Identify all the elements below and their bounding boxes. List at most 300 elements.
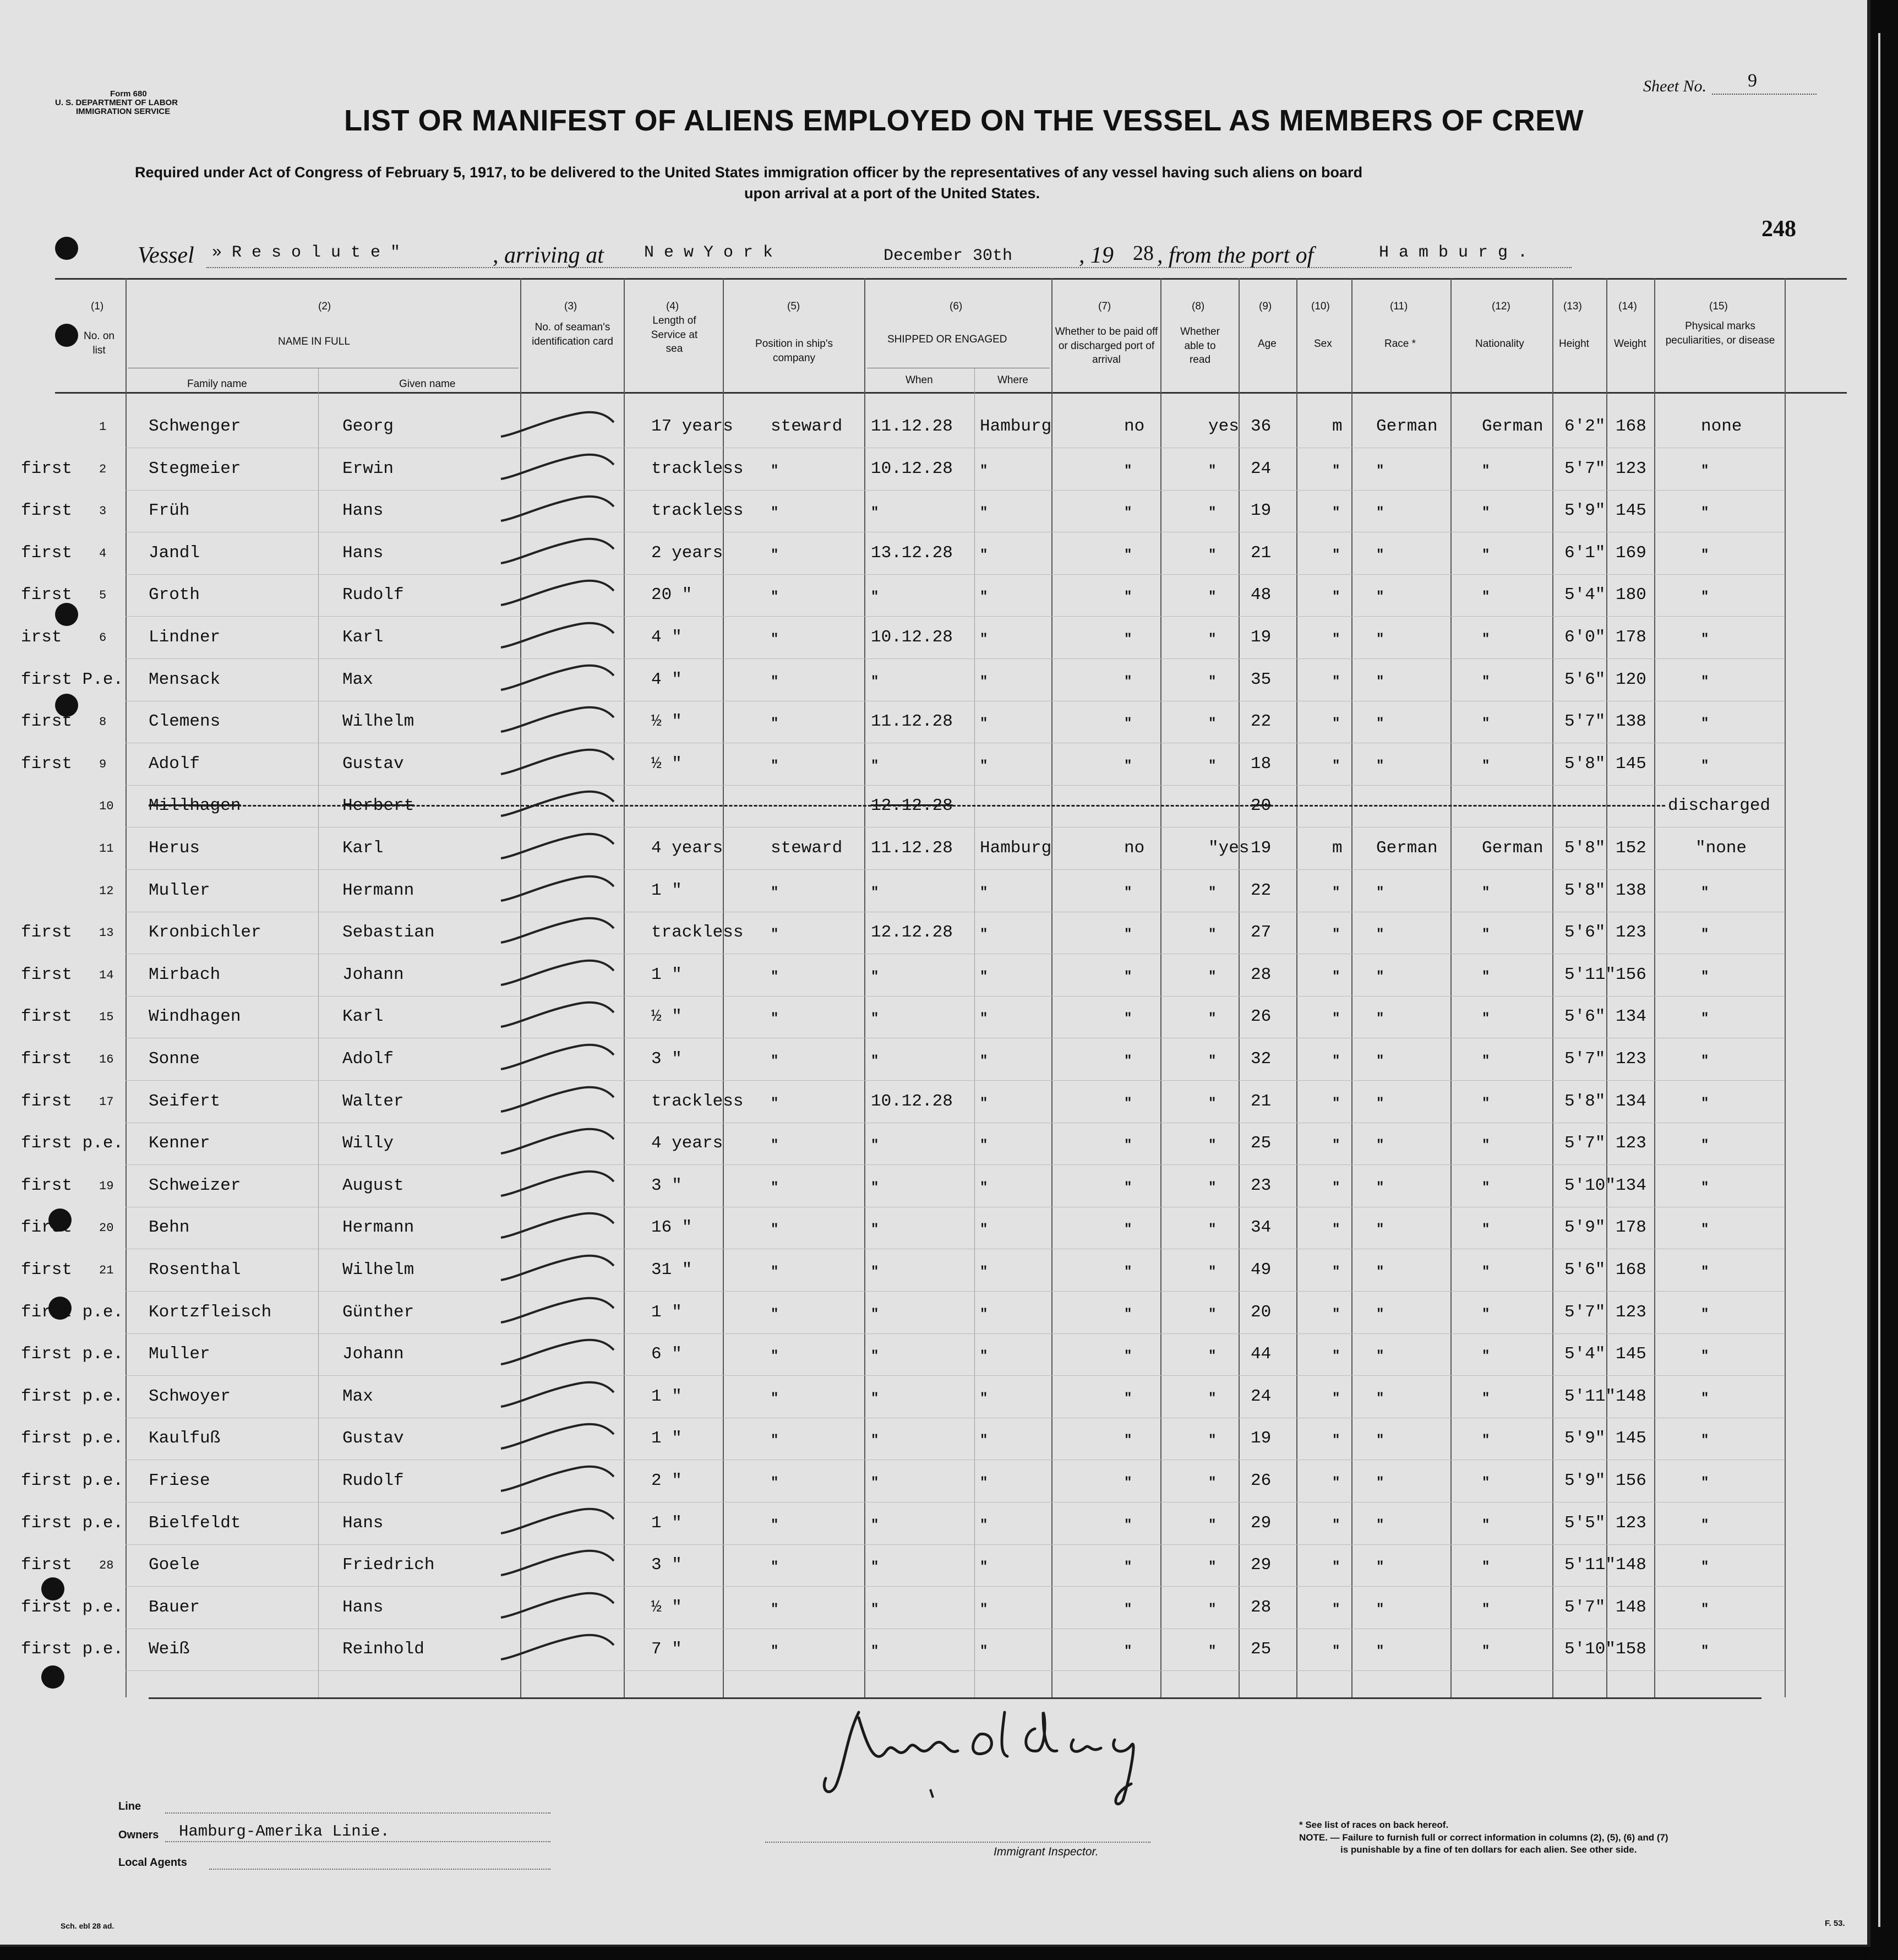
page-subtitle: Required under Act of Congress of February 5, 1917, to be delivered to the United States immigration officer by the representatives of any vessel having such aliens on board: [135, 164, 1363, 181]
cell-age: 27: [1251, 923, 1272, 943]
row-rule: [126, 1164, 1785, 1165]
cell-when: ": [871, 1180, 879, 1195]
cell-age: 22: [1251, 880, 1272, 900]
cell-read: ": [1208, 463, 1217, 478]
cell-read: ": [1208, 1180, 1217, 1195]
cell-height: 6'0": [1564, 628, 1606, 647]
col2-num: (2): [318, 301, 331, 312]
cell-when: ": [871, 758, 879, 774]
check-mark-icon: [495, 657, 622, 701]
cell-height: 6'1": [1564, 543, 1606, 563]
col3-header: No. of seaman's identification card: [532, 322, 613, 347]
cell-when: ": [871, 1265, 879, 1280]
owners-label: Owners: [118, 1829, 159, 1841]
cell-nat: ": [1482, 1306, 1490, 1322]
cell-no: 3: [99, 504, 107, 519]
cell-sex: ": [1332, 1560, 1340, 1575]
check-mark-icon: [495, 1289, 622, 1333]
cell-service: 20 ": [651, 585, 692, 605]
cell-read: ": [1208, 1560, 1217, 1575]
cell-when: ": [871, 1054, 879, 1069]
cell-sex: ": [1332, 463, 1340, 478]
cell-no: 21: [99, 1264, 114, 1277]
col10-header: Sex: [1314, 338, 1332, 350]
line-label: Line: [118, 1800, 141, 1812]
cell-no: 10: [99, 799, 114, 814]
cell-age: 49: [1251, 1260, 1272, 1280]
cell-marks: ": [1701, 1517, 1709, 1533]
cell-read: ": [1208, 632, 1217, 647]
check-mark-icon: [495, 741, 622, 785]
column-rule: [1654, 278, 1655, 1697]
cell-no: 2: [99, 462, 107, 476]
cell-nat: ": [1482, 1265, 1490, 1280]
cell-paid: ": [1124, 1644, 1132, 1659]
cell-read: ": [1208, 758, 1217, 774]
cell-family: Clemens: [149, 712, 221, 732]
check-mark-icon: [495, 910, 622, 954]
cell-where: ": [980, 1391, 988, 1406]
col2-family-header: Family name: [187, 378, 247, 390]
cell-margin: first P.e.: [21, 669, 124, 689]
cell-position: ": [771, 1560, 779, 1575]
cell-position: ": [771, 1306, 779, 1322]
cell-margin: first: [21, 1175, 73, 1195]
cell-where: ": [980, 885, 988, 900]
check-mark-icon: [495, 1626, 622, 1670]
column-rule-thin: [974, 368, 975, 1697]
penalty-note: NOTE. — Failure to furnish full or correct information in columns (2), (5), (6) and (7): [1299, 1832, 1668, 1843]
cell-position: ": [771, 590, 779, 605]
departure-port: H a m b u r g .: [1379, 243, 1528, 262]
col11-num: (11): [1390, 301, 1408, 312]
cell-sex: m: [1332, 839, 1343, 858]
cell-service: 16 ": [651, 1218, 692, 1238]
cell-marks: ": [1701, 969, 1709, 984]
cell-service: 17 years: [651, 417, 733, 436]
cell-paid: ": [1124, 463, 1132, 478]
cell-age: 20: [1251, 1302, 1272, 1322]
cell-margin: first: [21, 1049, 73, 1069]
col6-num: (6): [950, 301, 963, 312]
cell-margin: first p.e.: [21, 1640, 124, 1659]
check-mark-icon: [495, 994, 622, 1038]
cell-position: ": [771, 1054, 779, 1069]
cell-race: ": [1376, 632, 1384, 647]
cell-where: ": [980, 1138, 988, 1153]
penalty-note-2: is punishable by a fine of ten dollars for each alien. See other side.: [1340, 1844, 1637, 1855]
cell-margin: first p.e.: [21, 1471, 124, 1490]
check-mark-icon: [495, 488, 622, 532]
punch-hole: [41, 1665, 64, 1689]
punch-hole: [55, 324, 78, 347]
cell-height: 5'6": [1564, 1260, 1606, 1280]
cell-sex: ": [1332, 1517, 1340, 1533]
cell-given: Karl: [342, 628, 384, 647]
cell-position: ": [771, 1096, 779, 1111]
cell-when: ": [871, 1011, 879, 1027]
cell-height: 5'7": [1564, 1049, 1606, 1069]
line-underline: [165, 1812, 550, 1814]
check-mark-icon: [495, 1542, 622, 1586]
check-mark-icon: [495, 1036, 622, 1080]
cell-marks: ": [1701, 1011, 1709, 1027]
cell-marks: ": [1701, 463, 1709, 478]
cell-when: 11.12.28: [871, 839, 953, 858]
cell-read: ": [1208, 1096, 1217, 1111]
cell-marks: ": [1701, 1265, 1709, 1280]
form-reference: F. 53.: [1825, 1919, 1845, 1928]
check-mark-icon: [495, 1247, 622, 1291]
cell-race: ": [1376, 1476, 1384, 1490]
cell-nat: ": [1482, 1349, 1490, 1364]
cell-margin: first: [21, 543, 73, 563]
cell-where: ": [980, 1349, 988, 1364]
cell-position: ": [771, 969, 779, 984]
cell-marks: ": [1701, 1180, 1709, 1195]
page-title: LIST OR MANIFEST OF ALIENS EMPLOYED ON THE VESSEL AS MEMBERS OF CREW: [344, 104, 1584, 137]
check-mark-icon: [495, 1458, 622, 1502]
col13-num: (13): [1563, 301, 1582, 312]
col1-header: No. on list: [84, 330, 114, 356]
cell-sex: ": [1332, 1054, 1340, 1069]
cell-read: ": [1208, 1265, 1217, 1280]
department-label: U. S. DEPARTMENT OF LABOR: [55, 98, 178, 107]
check-mark-icon: [495, 952, 622, 996]
cell-nat: ": [1482, 1138, 1490, 1153]
cell-nat: ": [1482, 1391, 1490, 1406]
col6-when-header: When: [906, 374, 933, 386]
cell-race: ": [1376, 1517, 1384, 1533]
cell-marks: discharged: [1668, 796, 1771, 816]
cell-age: 20: [1251, 796, 1272, 816]
cell-marks: none: [1701, 417, 1742, 436]
cell-position: ": [771, 674, 779, 689]
row-rule: [126, 869, 1785, 870]
cell-margin: first p.e.: [21, 1429, 124, 1449]
cell-sex: ": [1332, 927, 1340, 943]
page-subtitle-2: upon arrival at a port of the United States.: [744, 185, 1040, 202]
cell-height: 5'9": [1564, 1471, 1606, 1490]
cell-age: 22: [1251, 712, 1272, 732]
cell-paid: ": [1124, 547, 1132, 563]
cell-where: ": [980, 758, 988, 774]
cell-paid: ": [1124, 1306, 1132, 1322]
cell-where: ": [980, 632, 988, 647]
check-mark-icon: [495, 1205, 622, 1249]
cell-marks: ": [1701, 590, 1709, 605]
cell-where: ": [980, 1054, 988, 1069]
cell-sex: ": [1332, 969, 1340, 984]
col14-num: (14): [1618, 301, 1637, 312]
cell-no: 8: [99, 715, 107, 729]
cell-age: 26: [1251, 1007, 1272, 1027]
cell-height: 5'7": [1564, 1134, 1606, 1153]
cell-marks: ": [1701, 758, 1709, 774]
cell-race: ": [1376, 1222, 1384, 1238]
check-mark-icon: [495, 572, 622, 616]
cell-age: 29: [1251, 1555, 1272, 1575]
col1-num: (1): [91, 301, 104, 312]
cell-given: Hermann: [342, 880, 414, 900]
cell-given: Herbert: [342, 796, 414, 816]
cell-read: ": [1208, 1517, 1217, 1533]
printer-mark: Sch. ebl 28 ad.: [61, 1921, 114, 1930]
year-prefix: , 19: [1079, 243, 1114, 268]
cell-margin: first p.e.: [21, 1134, 124, 1153]
inspector-underline: [765, 1842, 1150, 1843]
cell-family: Stegmeier: [149, 459, 241, 478]
cell-when: ": [871, 1306, 879, 1322]
column-rule: [1051, 278, 1052, 1697]
row-rule: [126, 490, 1785, 491]
column-rule: [1351, 278, 1352, 1697]
cell-age: 21: [1251, 543, 1272, 563]
cell-service: ½ ": [651, 754, 682, 774]
col6-where-header: Where: [997, 374, 1028, 386]
cell-margin: irst: [21, 628, 62, 647]
cell-position: ": [771, 1180, 779, 1195]
cell-no: 14: [99, 968, 114, 982]
cell-paid: ": [1124, 1054, 1132, 1069]
cell-when: ": [871, 1644, 879, 1659]
cell-age: 21: [1251, 1091, 1272, 1111]
vessel-name: » R e s o l u t e ": [212, 243, 401, 262]
cell-paid: ": [1124, 1476, 1132, 1490]
cell-nat: ": [1482, 463, 1490, 478]
cell-where: ": [980, 1011, 988, 1027]
cell-race: ": [1376, 1265, 1384, 1280]
row-rule: [126, 1670, 1785, 1671]
cell-read: ": [1208, 1222, 1217, 1238]
cell-position: steward: [771, 417, 843, 436]
column-rule: [723, 278, 724, 1697]
local-agents-label: Local Agents: [118, 1856, 187, 1869]
cell-read: ": [1208, 1602, 1217, 1617]
column-rule: [126, 278, 127, 1697]
cell-family: Früh: [149, 501, 190, 521]
cell-given: Wilhelm: [342, 712, 414, 732]
col9-num: (9): [1259, 301, 1272, 312]
col10-num: (10): [1311, 301, 1330, 312]
col8-header: Whether able to read: [1180, 326, 1220, 366]
cell-position: ": [771, 632, 779, 647]
cell-race: ": [1376, 969, 1384, 984]
row-rule: [126, 1080, 1785, 1081]
row-rule: [126, 1291, 1785, 1292]
column-rule: [1296, 278, 1297, 1697]
cell-no: 17: [99, 1095, 114, 1109]
cell-age: 35: [1251, 669, 1272, 689]
cell-paid: ": [1124, 1138, 1132, 1153]
cell-read: ": [1208, 674, 1217, 689]
cell-service: 7 ": [651, 1640, 682, 1659]
cell-weight: 123: [1616, 1134, 1646, 1153]
cell-family: Muller: [149, 1344, 210, 1364]
cell-no: 11: [99, 842, 114, 856]
cell-sex: ": [1332, 1476, 1340, 1490]
cell-family: Kronbichler: [149, 923, 261, 943]
cell-position: ": [771, 1138, 779, 1153]
cell-age: 28: [1251, 965, 1272, 984]
cell-no: 5: [99, 589, 107, 603]
cell-no: 12: [99, 884, 114, 898]
cell-family: Lindner: [149, 628, 221, 647]
column-rule: [1552, 278, 1553, 1697]
cell-where: ": [980, 1306, 988, 1322]
cell-weight: 145: [1616, 1344, 1646, 1364]
cell-service: 4 ": [651, 628, 682, 647]
cell-given: Hans: [342, 1597, 384, 1617]
page-stamp-number: 248: [1761, 216, 1796, 242]
cell-height: 5'8": [1564, 839, 1606, 858]
cell-family: Friese: [149, 1471, 210, 1490]
cell-service: 1 ": [651, 1302, 682, 1322]
cell-height: 5'10": [1564, 1640, 1616, 1659]
cell-race: ": [1376, 590, 1384, 605]
cell-sex: ": [1332, 758, 1340, 774]
cell-margin: first p.e.: [21, 1513, 124, 1533]
check-mark-icon: [495, 404, 622, 448]
cell-where: ": [980, 674, 988, 689]
cell-weight: 123: [1616, 923, 1646, 943]
cell-race: ": [1376, 758, 1384, 774]
cell-paid: ": [1124, 1011, 1132, 1027]
cell-sex: m: [1332, 417, 1343, 436]
cell-height: 5'7": [1564, 459, 1606, 478]
cell-service: 1 ": [651, 1386, 682, 1406]
cell-read: ": [1208, 1391, 1217, 1406]
cell-marks: ": [1701, 1054, 1709, 1069]
cell-given: Max: [342, 669, 373, 689]
cell-given: August: [342, 1175, 404, 1195]
col4-header: Length of Service at sea: [651, 315, 698, 355]
cell-where: ": [980, 927, 988, 943]
cell-given: Hermann: [342, 1218, 414, 1238]
cell-age: 19: [1251, 1429, 1272, 1449]
cell-sex: ": [1332, 590, 1340, 605]
check-mark-icon: [495, 1163, 622, 1207]
cell-sex: ": [1332, 1433, 1340, 1449]
cell-weight: 123: [1616, 1049, 1646, 1069]
cell-family: Adolf: [149, 754, 200, 774]
cell-position: ": [771, 885, 779, 900]
cell-family: Seifert: [149, 1091, 221, 1111]
cell-no: 19: [99, 1179, 114, 1193]
cell-margin: first: [21, 923, 73, 943]
cell-nat: German: [1482, 839, 1544, 858]
cell-where: ": [980, 547, 988, 563]
cell-position: ": [771, 1391, 779, 1406]
row-rule: [126, 1586, 1785, 1587]
cell-age: 48: [1251, 585, 1272, 605]
check-mark-icon: [495, 1079, 622, 1123]
cell-height: 5'5": [1564, 1513, 1606, 1533]
cell-where: Hamburg: [980, 417, 1052, 436]
cell-read: ": [1208, 969, 1217, 984]
cell-given: Reinhold: [342, 1640, 424, 1659]
cell-nat: ": [1482, 1560, 1490, 1575]
column-rule: [1785, 278, 1786, 1697]
check-mark-icon: [495, 825, 622, 869]
cell-weight: 168: [1616, 1260, 1646, 1280]
cell-family: Herus: [149, 839, 200, 858]
col3-num: (3): [564, 301, 577, 312]
cell-margin: first p.e.: [21, 1597, 124, 1617]
cell-height: 5'8": [1564, 880, 1606, 900]
check-mark-icon: [495, 1585, 622, 1629]
cell-service: 3 ": [651, 1555, 682, 1575]
cell-read: ": [1208, 1011, 1217, 1027]
cell-race: ": [1376, 927, 1384, 943]
cell-nat: ": [1482, 1222, 1490, 1238]
sheet-number-underline: [1712, 94, 1817, 95]
cell-race: ": [1376, 1560, 1384, 1575]
cell-when: ": [871, 1517, 879, 1533]
cell-family: Weiß: [149, 1640, 190, 1659]
table-top-border: [55, 278, 1847, 280]
col12-header: Nationality: [1475, 338, 1524, 350]
cell-service: 4 years: [651, 1134, 723, 1153]
cell-where: ": [980, 1476, 988, 1490]
arrival-year: 28: [1133, 242, 1154, 265]
cell-given: Karl: [342, 1007, 384, 1027]
cell-service: ½ ": [651, 712, 682, 732]
arrival-port: N e w Y o r k: [644, 243, 773, 262]
cell-weight: 169: [1616, 543, 1646, 563]
cell-sex: ": [1332, 1644, 1340, 1659]
owners-value: Hamburg-Amerika Linie.: [179, 1822, 390, 1841]
cell-sex: ": [1332, 1265, 1340, 1280]
cell-age: 25: [1251, 1640, 1272, 1659]
cell-service: 1 ": [651, 1429, 682, 1449]
cell-family: Windhagen: [149, 1007, 241, 1027]
cell-service: 3 ": [651, 1175, 682, 1195]
column-rule: [1239, 278, 1240, 1697]
cell-sex: ": [1332, 716, 1340, 732]
cell-nat: ": [1482, 927, 1490, 943]
cell-given: Friedrich: [342, 1555, 435, 1575]
cell-weight: 138: [1616, 712, 1646, 732]
cell-marks: ": [1701, 1222, 1709, 1238]
check-mark-icon: [495, 1500, 622, 1544]
cell-race: German: [1376, 417, 1438, 436]
column-rule: [864, 278, 865, 1697]
cell-no: 15: [99, 1010, 114, 1025]
col7-num: (7): [1098, 301, 1111, 312]
cell-nat: ": [1482, 758, 1490, 774]
cell-given: Adolf: [342, 1049, 394, 1069]
cell-family: Kenner: [149, 1134, 210, 1153]
cell-margin: first: [21, 1555, 73, 1575]
cell-position: ": [771, 547, 779, 563]
cell-marks: ": [1701, 1476, 1709, 1490]
cell-paid: ": [1124, 505, 1132, 521]
cell-service: 1 ": [651, 880, 682, 900]
cell-where: ": [980, 716, 988, 732]
cell-age: 29: [1251, 1513, 1272, 1533]
cell-family: Groth: [149, 585, 200, 605]
cell-paid: ": [1124, 674, 1132, 689]
cell-given: Willy: [342, 1134, 394, 1153]
cell-no: 6: [99, 631, 107, 645]
cell-paid: ": [1124, 1180, 1132, 1195]
cell-where: ": [980, 505, 988, 521]
form-number: Form 680: [110, 89, 147, 99]
cell-marks: ": [1701, 505, 1709, 521]
cell-paid: ": [1124, 1602, 1132, 1617]
check-mark-icon: [495, 530, 622, 574]
